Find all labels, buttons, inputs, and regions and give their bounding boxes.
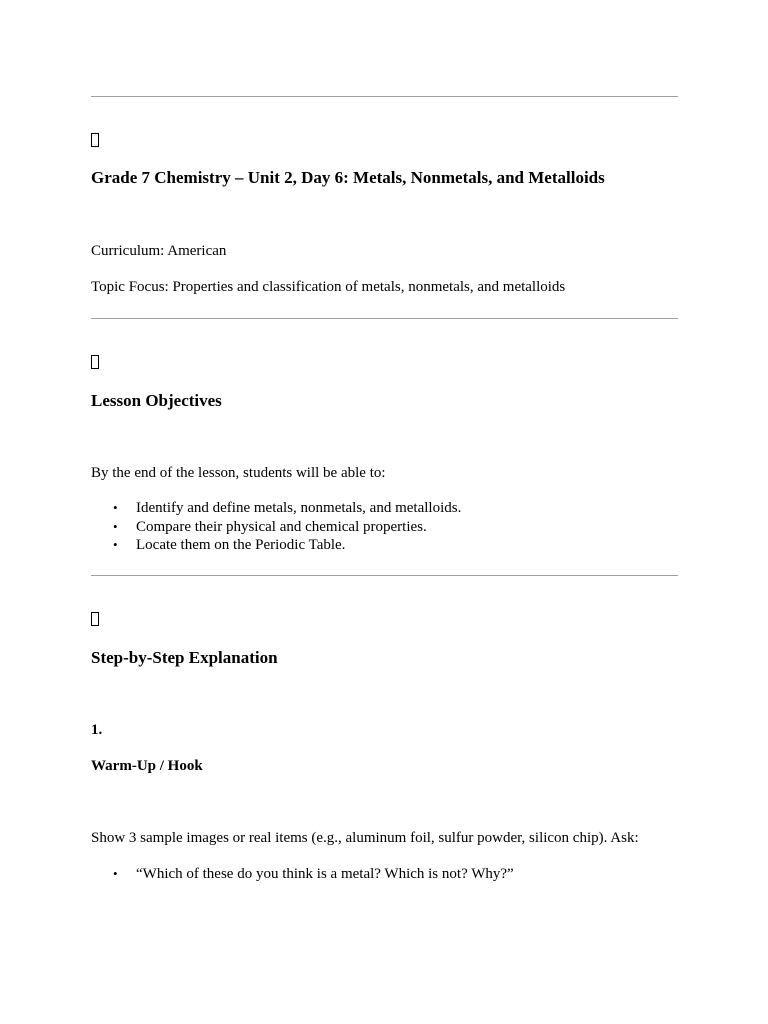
- bullet-icon: •: [113, 537, 118, 552]
- list-item-text: Identify and define metals, nonmetals, and metalloids.: [136, 500, 462, 516]
- step-number: 1.: [91, 722, 103, 738]
- bullet-icon: •: [113, 519, 118, 534]
- step-description: Show 3 sample images or real items (e.g., aluminum foil, sulfur powder, silicon chip). Ask:: [91, 830, 639, 846]
- missing-glyph-icon: [91, 133, 99, 147]
- missing-glyph-icon: [91, 612, 99, 626]
- list-item-text: Compare their physical and chemical properties.: [136, 519, 427, 535]
- objectives-intro: By the end of the lesson, students will be able to:: [91, 465, 386, 481]
- list-item-text: Locate them on the Periodic Table.: [136, 537, 346, 553]
- section-heading-explanation: Step-by-Step Explanation: [91, 648, 278, 667]
- horizontal-rule: [91, 96, 678, 97]
- horizontal-rule: [91, 575, 678, 576]
- document-title: Grade 7 Chemistry – Unit 2, Day 6: Metals, Nonmetals, and Metalloids: [91, 168, 605, 187]
- section-heading-objectives: Lesson Objectives: [91, 391, 222, 410]
- missing-glyph-icon: [91, 355, 99, 369]
- bullet-icon: •: [113, 500, 118, 515]
- bullet-icon: •: [113, 866, 118, 881]
- topic-focus-line: Topic Focus: Properties and classification of metals, nonmetals, and metalloids: [91, 279, 566, 295]
- step-title: Warm-Up / Hook: [91, 758, 203, 774]
- curriculum-line: Curriculum: American: [91, 243, 227, 259]
- list-item-text: “Which of these do you think is a metal? Which is not? Why?”: [136, 866, 514, 882]
- horizontal-rule: [91, 318, 678, 319]
